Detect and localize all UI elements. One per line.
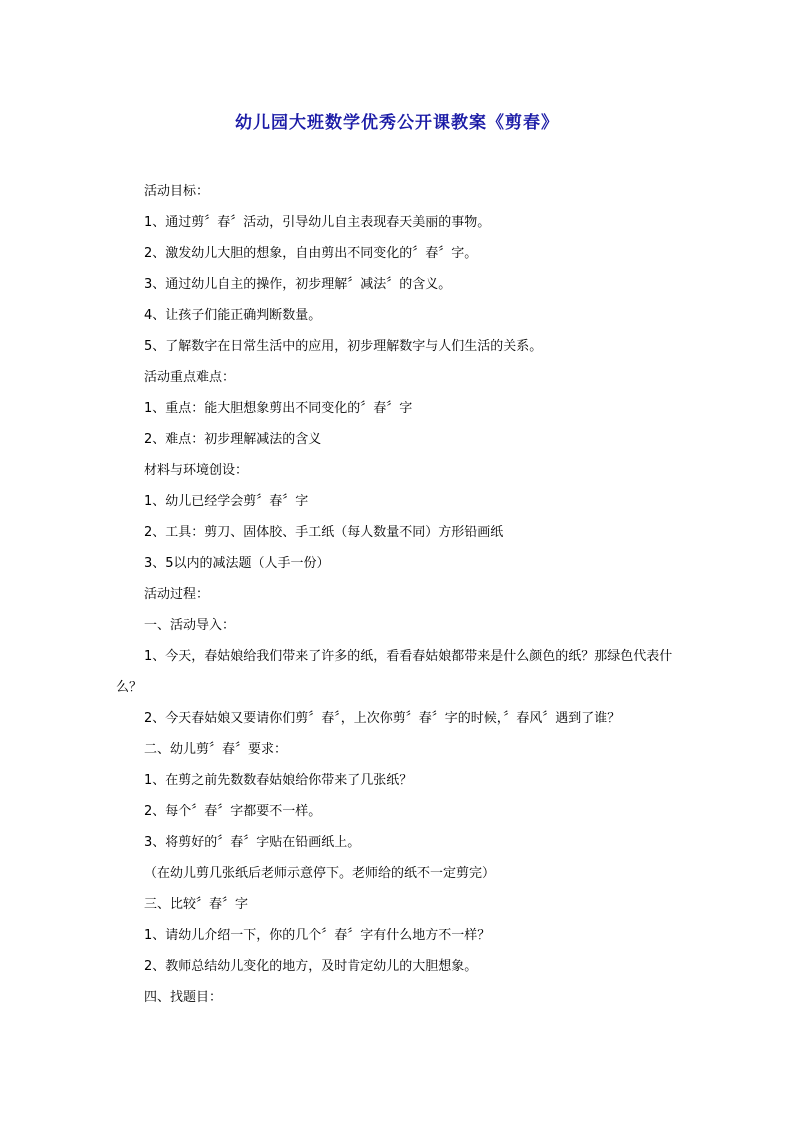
subsection-heading: 二、幼儿剪〞春〞要求： <box>144 742 288 757</box>
paragraph: 2、今天春姑娘又要请你们剪〞春〞，上次你剪〞春〞字的时候，〞春风〞遇到了谁？ <box>144 711 621 726</box>
paragraph: （在幼儿剪几张纸后老师示意停下。老师给的纸不一定剪完） <box>144 866 496 881</box>
paragraph: 1、今天，春姑娘给我们带来了许多的纸，看看春姑娘都带来是什么颜色的纸？那绿色代表什么？ <box>116 649 673 695</box>
paragraph: 2、激发幼儿大胆的想象，自由剪出不同变化的〞春〞字。 <box>144 246 478 261</box>
subsection-heading: 三、比较〞春〞字 <box>144 897 249 912</box>
paragraph: 2、每个〞春〞字都要不一样。 <box>144 804 322 819</box>
paragraph: 1、通过剪〞春〞活动，引导幼儿自主表现春天美丽的事物。 <box>144 215 491 230</box>
section-heading-materials: 材料与环境创设： <box>144 463 249 478</box>
paragraph: 3、5以内的减法题（人手一份） <box>144 556 330 571</box>
paragraph: 2、难点：初步理解减法的含义 <box>144 432 322 447</box>
section-heading-process: 活动过程： <box>144 587 210 602</box>
document-title: 幼儿园大班数学优秀公开课教案《剪春》 <box>235 113 559 133</box>
paragraph: 1、在剪之前先数数春姑娘给你带来了几张纸？ <box>144 773 413 788</box>
paragraph: 1、重点：能大胆想象剪出不同变化的〞春〞字 <box>144 401 413 416</box>
paragraph: 1、幼儿已经学会剪〞春〞字 <box>144 494 309 509</box>
paragraph: 2、教师总结幼儿变化的地方，及时肯定幼儿的大胆想象。 <box>144 959 478 974</box>
paragraph: 4、让孩子们能正确判断数量。 <box>144 308 322 323</box>
section-heading-key-points: 活动重点难点： <box>144 370 236 385</box>
paragraph: 1、请幼儿介绍一下，你的几个〞春〞字有什么地方不一样？ <box>144 928 491 943</box>
paragraph: 2、工具：剪刀、固体胶、手工纸（每人数量不同）方形铅画纸 <box>144 525 504 540</box>
document-body <box>116 176 676 1013</box>
subsection-heading: 一、活动导入： <box>144 618 236 633</box>
section-heading-goals: 活动目标： <box>144 184 210 199</box>
paragraph: 3、通过幼儿自主的操作，初步理解〞减法〞的含义。 <box>144 277 452 292</box>
paragraph: 5、了解数字在日常生活中的应用，初步理解数字与人们生活的关系。 <box>144 339 543 354</box>
paragraph: 3、将剪好的〞春〞字贴在铅画纸上。 <box>144 835 361 850</box>
subsection-heading: 四、找题目： <box>144 990 223 1005</box>
